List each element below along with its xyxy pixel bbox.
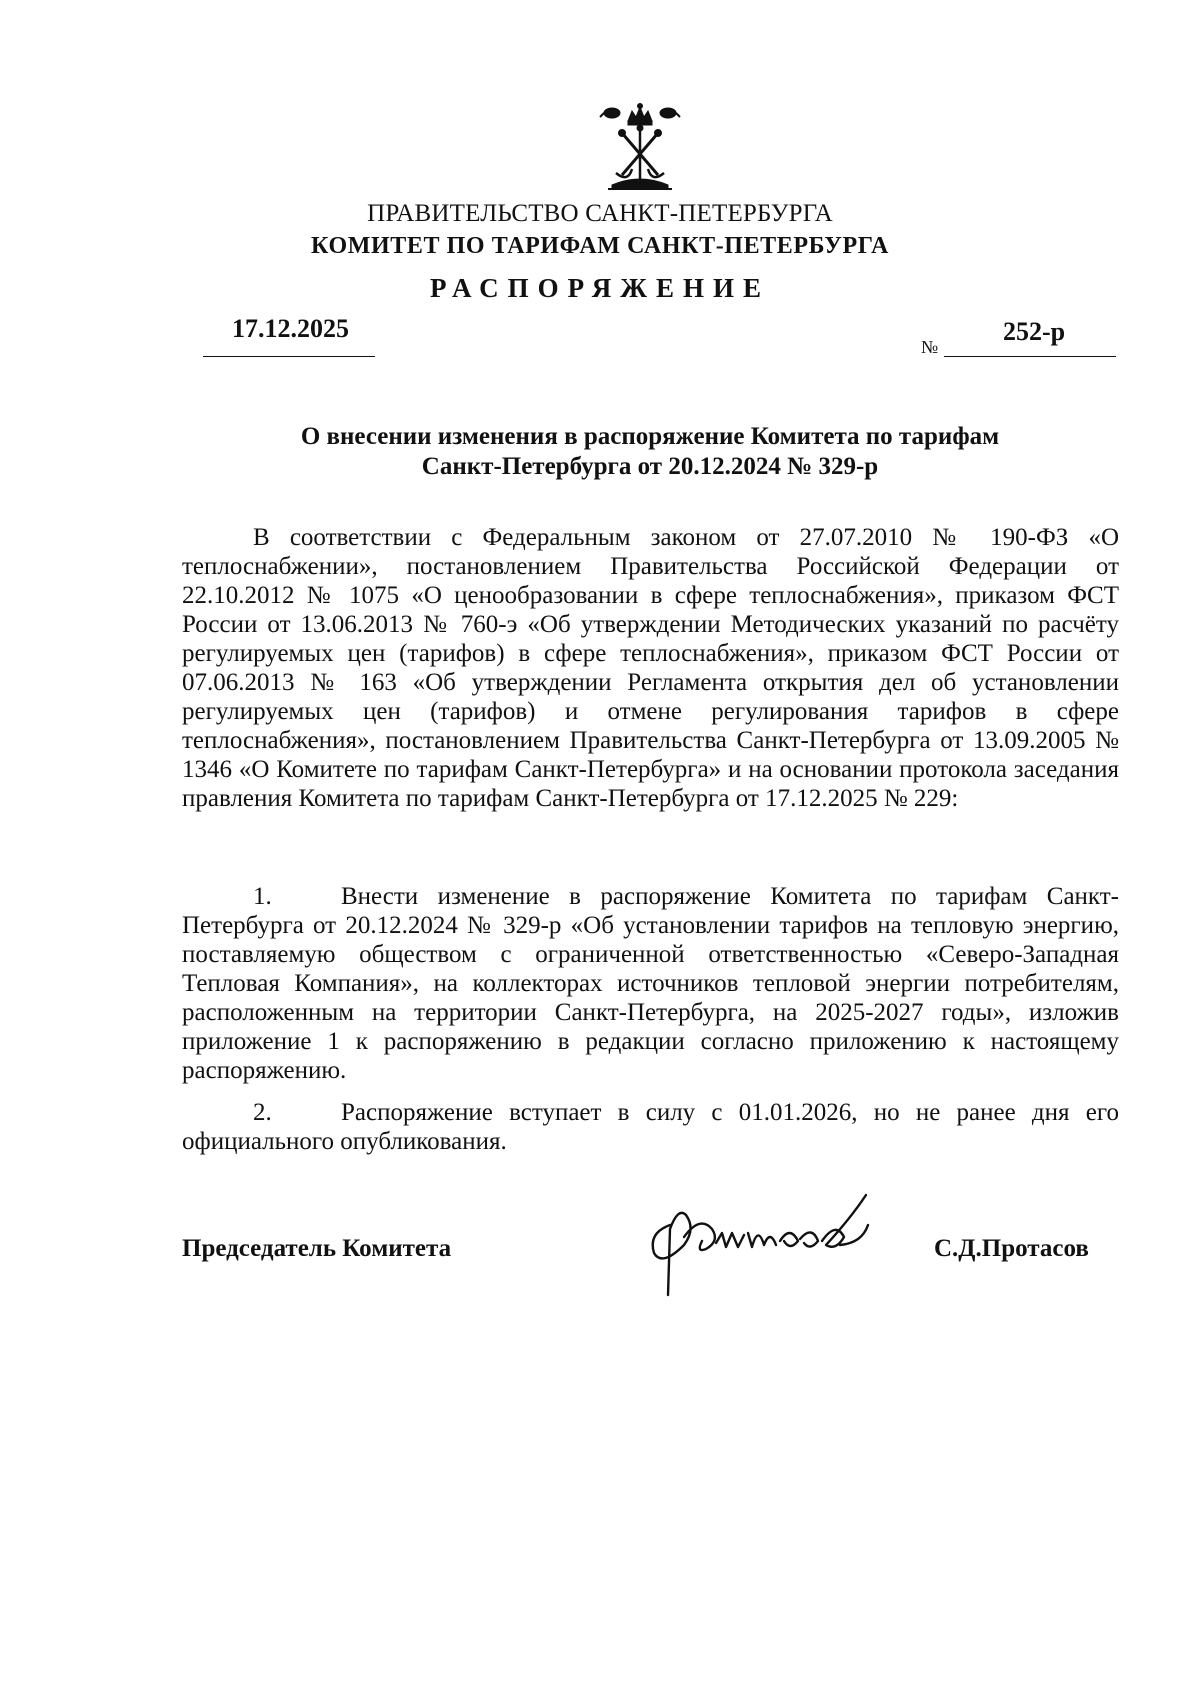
document-subject — [200, 422, 1100, 482]
coat-of-arms-icon — [598, 103, 682, 193]
document-number: 252-р — [1003, 317, 1066, 346]
signatory-position: Председатель Комитета — [182, 1235, 452, 1262]
number-underline — [944, 356, 1116, 357]
item-number: 1. — [253, 883, 272, 910]
committee-title: КОМИТЕТ ПО ТАРИФАМ САНКТ-ПЕТЕРБУРГА — [311, 233, 889, 259]
subject-line: Санкт-Петербурга от 20.12.2024 № 329-р — [421, 453, 879, 480]
list-item — [182, 882, 1119, 1085]
item-text: Внести изменение в распоряжение Комитета по тарифам Санкт-Петербурга от 20.12.2024 № 329-р «Об установлении тарифов на тепловую энергию, поставляемую обществом с ограниченной ответственностью «Северо-Западная Тепловая Компания», на коллекторах источников тепловой энергии потребителям, расположенным на территории Санкт-Петербурга, на 2025-2027 годы», изложив приложение 1 к распоряжению в редакции согласно приложению к настоящему распоряжению. — [182, 883, 1119, 1084]
signatory-name: С.Д.Протасов — [934, 1235, 1089, 1262]
date-underline — [203, 356, 375, 357]
list-item — [182, 1098, 1119, 1156]
document-date: 17.12.2025 — [232, 314, 349, 343]
number-sign: № — [921, 337, 939, 357]
handwritten-signature — [640, 1185, 910, 1300]
basis-paragraph: В соответствии с Федеральным законом от 27.07.2010 № 190-ФЗ «О теплоснабжении», постановлением Правительства Российской Федерации от 22.10.2012 № 1075 «О ценообразовании в сфере теплоснабжения», приказом ФСТ России от 13.06.2013 № 760-э «Об утверждении Методических указаний по расчёту регулируемых цен (тарифов) в сфере теплоснабжения», приказом ФСТ России от 07.06.2013 № 163 «Об утверждении Регламента открытия дел об установлении регулируемых цен (тарифов) и отмене регулирования тарифов в сфере теплоснабжения», постановлением Правительства Санкт-Петербурга от 13.09.2005 № 1346 «О Комитете по тарифам Санкт-Петербурга» и на основании протокола заседания правления Комитета по тарифам Санкт-Петербурга от 17.12.2025 № 229: — [182, 524, 1119, 812]
item-number: 2. — [253, 1099, 272, 1126]
document-type-title: РАСПОРЯЖЕНИЕ — [429, 273, 771, 303]
government-title: ПРАВИТЕЛЬСТВО САНКТ-ПЕТЕРБУРГА — [367, 200, 833, 227]
item-text: Распоряжение вступает в силу с 01.01.2026, но не ранее дня его официального опубликования. — [182, 1099, 1119, 1155]
subject-line: О внесении изменения в распоряжение Комитета по тарифам — [300, 423, 1000, 450]
